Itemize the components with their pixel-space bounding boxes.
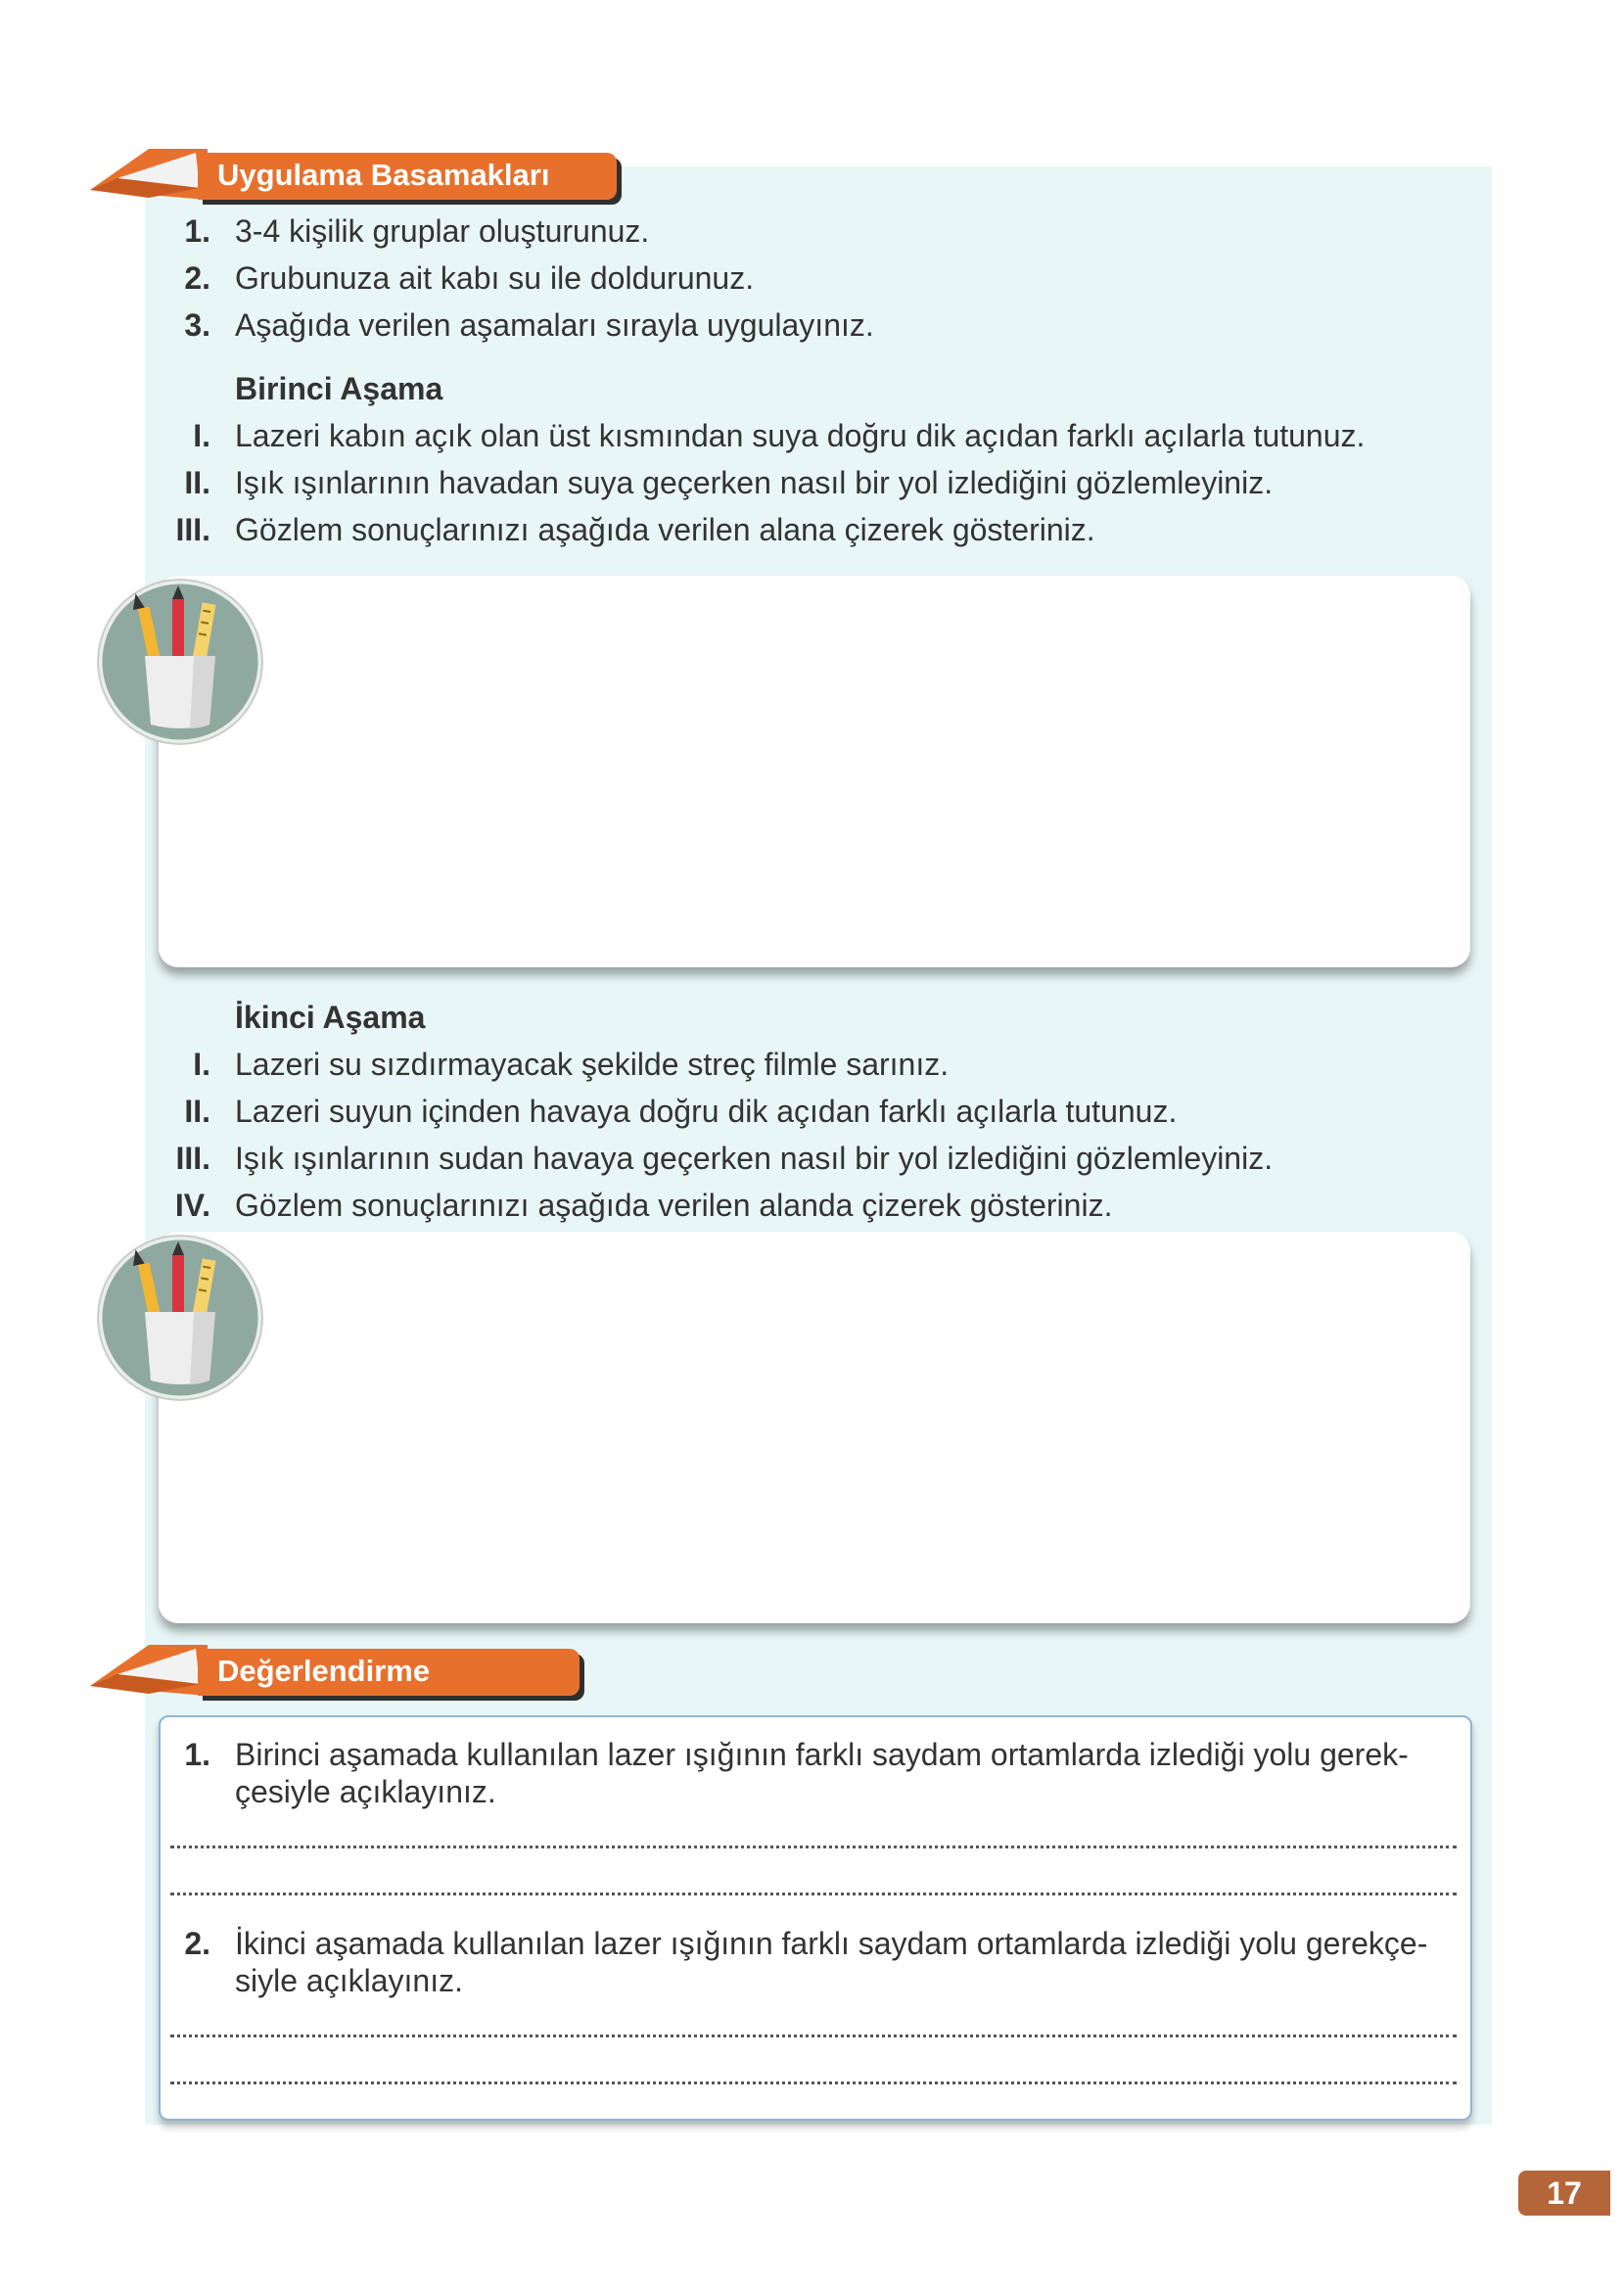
stage-title: İkinci Aşama — [235, 1000, 426, 1035]
stage-item-text: Işık ışınlarının sudan havaya geçerken nasıl bir yol izlediğini gözlemleyiniz. — [235, 1141, 1274, 1176]
page-number: 17 — [1518, 2171, 1610, 2216]
drawing-area[interactable] — [159, 576, 1470, 967]
stage-item-number: I. — [193, 1047, 210, 1082]
question-text: Birinci aşamada kullanılan lazer ışığının farklı saydam ortamlarda izlediği yolu gerek- — [235, 1737, 1409, 1772]
question-text: çesiyle açıklayınız. — [235, 1774, 496, 1809]
stage-title: Birinci Aşama — [235, 371, 443, 406]
answer-line[interactable] — [170, 2034, 1457, 2037]
step-text: Aşağıda verilen aşamaları sırayla uygulayınız. — [235, 307, 874, 343]
stage-item-number: III. — [175, 1141, 210, 1176]
stage-item-text: Lazeri kabın açık olan üst kısmından suya doğru dik açıdan farklı açılarla tutunuz. — [235, 418, 1366, 453]
step-text: Grubunuza ait kabı su ile doldurunuz. — [235, 260, 755, 296]
stage-item-number: II. — [184, 1094, 210, 1129]
stage-item-text: Işık ışınlarının havadan suya geçerken nasıl bir yol izlediğini gözlemleyiniz. — [235, 465, 1274, 500]
pencil-cup-icon — [96, 1234, 264, 1402]
stage-item-number: IV. — [174, 1188, 210, 1223]
stage-item-number: II. — [184, 465, 210, 500]
stage-item-text: Lazeri su sızdırmayacak şekilde streç filmle sarınız. — [235, 1047, 950, 1082]
answer-line[interactable] — [170, 1893, 1457, 1895]
step-number: 2. — [184, 260, 210, 296]
section-ribbon-steps — [90, 149, 628, 206]
question-number: 1. — [184, 1737, 210, 1772]
stage-item-number: III. — [175, 512, 210, 547]
stage-item-text: Gözlem sonuçlarınızı aşağıda verilen alanda çizerek gösteriniz. — [235, 1188, 1113, 1223]
ribbon-title: Değerlendirme — [217, 1654, 431, 1688]
stage-item-text: Lazeri suyun içinden havaya doğru dik açıdan farklı açılarla tutunuz. — [235, 1094, 1178, 1129]
step-text: 3-4 kişilik gruplar oluşturunuz. — [235, 213, 650, 249]
answer-line[interactable] — [170, 2081, 1457, 2084]
section-ribbon-evaluation — [90, 1645, 599, 1702]
ribbon-title: Uygulama Basamakları — [217, 158, 550, 192]
step-number: 1. — [184, 213, 210, 249]
question-number: 2. — [184, 1926, 210, 1961]
step-number: 3. — [184, 307, 210, 343]
pencil-cup-icon — [96, 578, 264, 746]
drawing-area[interactable] — [159, 1232, 1470, 1623]
answer-line[interactable] — [170, 1846, 1457, 1848]
stage-item-number: I. — [193, 418, 210, 453]
question-text: siyle açıklayınız. — [235, 1963, 463, 1998]
stage-item-text: Gözlem sonuçlarınızı aşağıda verilen alana çizerek gösteriniz. — [235, 512, 1095, 547]
question-text: İkinci aşamada kullanılan lazer ışığının farklı saydam ortamlarda izlediği yolu gerekçe- — [235, 1926, 1428, 1961]
